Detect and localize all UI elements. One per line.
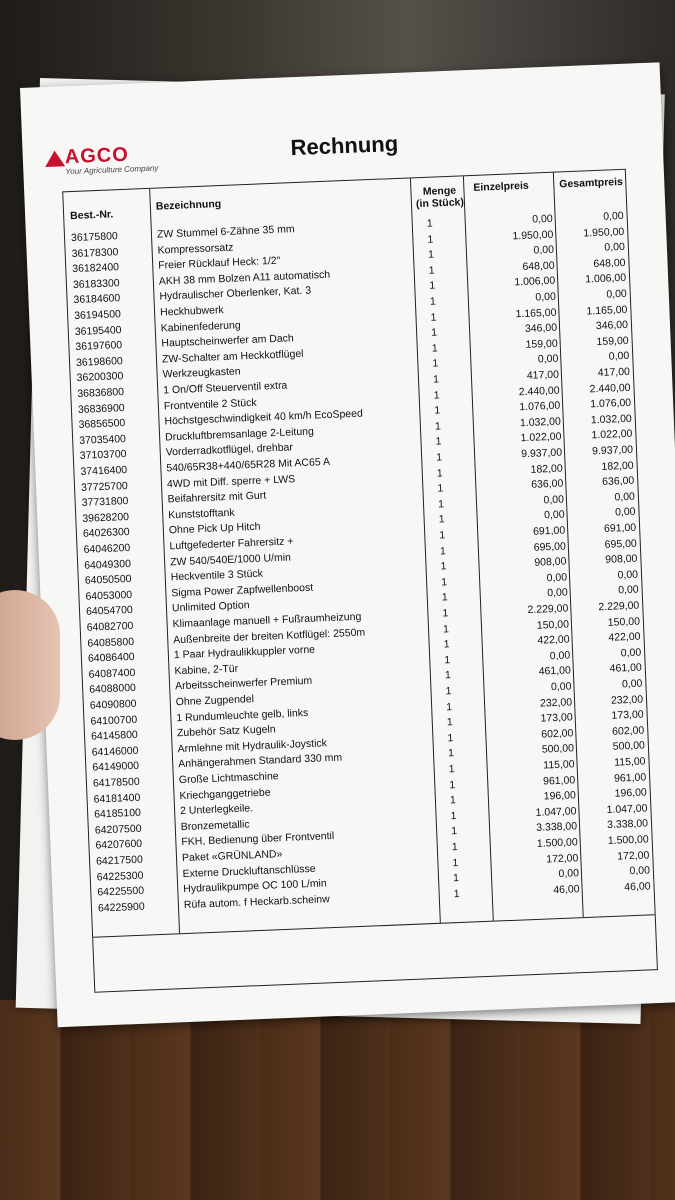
- unit-price: 172,00: [546, 851, 579, 866]
- item-description: Luftgefederter Fahrersitz +: [169, 535, 294, 553]
- item-number: 64050500: [84, 573, 132, 587]
- item-description: Höchstgeschwindigkeit 40 km/h EcoSpeed: [164, 407, 364, 428]
- item-number: 64086400: [87, 651, 135, 665]
- unit-price: 159,00: [525, 337, 558, 351]
- total-price: 417,00: [597, 365, 631, 380]
- item-number: 64090800: [89, 697, 137, 712]
- total-price: 346,00: [595, 318, 629, 333]
- total-price: 0,00: [614, 490, 636, 504]
- item-number: 64085800: [87, 635, 135, 650]
- item-quantity: 1: [432, 357, 439, 371]
- item-quantity: 1: [429, 279, 436, 293]
- invoice-sheet: [20, 62, 675, 1027]
- total-price: 172,00: [616, 848, 650, 863]
- item-number: 37035400: [78, 432, 127, 447]
- total-price: 1.076,00: [590, 396, 632, 411]
- item-description: Rüfa autom. f Heckarb.scheinw: [183, 893, 330, 911]
- item-quantity: 1: [453, 887, 460, 901]
- item-number: 64149000: [92, 760, 140, 775]
- item-description: Große Lichtmaschine: [178, 770, 279, 787]
- item-quantity: 1: [440, 560, 447, 573]
- total-price: 1.950,00: [583, 225, 625, 240]
- item-description: Sigma Power Zapfwellenboost: [171, 581, 314, 600]
- background-floor: [0, 1000, 675, 1200]
- item-quantity: 1: [452, 856, 459, 869]
- item-description: Heckhubwerk: [159, 304, 224, 319]
- item-number: 37416400: [80, 464, 128, 478]
- item-quantity: 1: [450, 809, 457, 823]
- total-price: 636,00: [601, 474, 635, 489]
- item-description: 1 On/Off Steuerventil extra: [163, 379, 288, 397]
- item-description: Hydraulischer Oberlenker, Kat. 3: [159, 284, 312, 303]
- item-number: 37103700: [79, 448, 127, 463]
- item-quantity: 1: [446, 716, 453, 729]
- item-number: 64049300: [83, 557, 132, 572]
- unit-price: 2.440,00: [518, 384, 560, 398]
- item-number: 64217500: [95, 853, 144, 868]
- unit-price: 417,00: [526, 368, 560, 382]
- item-quantity: 1: [438, 513, 445, 526]
- unit-price: 908,00: [534, 555, 567, 569]
- item-quantity: 1: [444, 653, 451, 667]
- item-quantity: 1: [426, 217, 433, 230]
- item-number: 64053000: [85, 588, 133, 603]
- item-description: Unlimited Option: [171, 599, 250, 615]
- item-quantity: 1: [439, 544, 447, 558]
- item-quantity: 1: [434, 420, 442, 433]
- item-description: Ohne Zugpendel: [175, 693, 255, 709]
- item-number: 36197600: [75, 339, 123, 354]
- item-number: 36200300: [76, 370, 124, 385]
- item-description: Kriechganggetriebe: [179, 786, 271, 802]
- unit-price: 0,00: [533, 243, 555, 257]
- item-quantity: 1: [436, 451, 443, 464]
- unit-price: 422,00: [537, 633, 570, 647]
- total-price: 691,00: [603, 521, 637, 535]
- item-quantity: 1: [441, 591, 448, 604]
- unit-price: 0,00: [537, 353, 559, 366]
- item-quantity: 1: [448, 763, 455, 776]
- unit-price: 0,00: [547, 586, 568, 600]
- total-price: 695,00: [604, 537, 638, 551]
- unit-price: 636,00: [530, 477, 564, 491]
- item-description: 540/65R38+440/65R28 Mit AC65 A: [166, 455, 331, 475]
- total-price: 0,00: [621, 677, 643, 691]
- unit-price: 500,00: [541, 742, 575, 756]
- unit-price: 150,00: [536, 617, 570, 632]
- item-number: 64145800: [90, 728, 139, 743]
- unit-price: 961,00: [542, 773, 576, 788]
- total-price: 0,00: [629, 864, 651, 878]
- item-quantity: 1: [443, 638, 450, 651]
- header-nr: Best.-Nr.: [69, 208, 114, 223]
- unit-price: 182,00: [530, 462, 563, 476]
- item-quantity: 1: [452, 872, 460, 885]
- item-description: Hauptscheinwerfer am Dach: [161, 332, 294, 350]
- item-number: 36195400: [74, 323, 122, 338]
- unit-price: 1.165,00: [515, 306, 557, 320]
- invoice-table: [62, 169, 658, 993]
- item-description: AKH 38 mm Bolzen A11 automatisch: [158, 268, 331, 288]
- unit-price: 695,00: [533, 540, 567, 554]
- agco-logo-mark-icon: [45, 150, 66, 167]
- item-description: Kunststofftank: [168, 506, 235, 522]
- total-price: 46,00: [624, 880, 651, 894]
- item-description: Paket «GRÜNLAND»: [181, 848, 283, 865]
- item-description: 2 Unterlegkeile.: [179, 802, 254, 818]
- item-quantity: 1: [446, 700, 453, 713]
- unit-price: 1.006,00: [514, 275, 556, 289]
- item-quantity: 1: [427, 233, 434, 246]
- header-einzelpreis: Einzelpreis: [473, 179, 530, 194]
- item-number: 64146000: [91, 744, 139, 759]
- unit-price: 3.338,00: [536, 820, 578, 835]
- total-price: 1.022,00: [591, 428, 633, 442]
- unit-price: 2.229,00: [527, 602, 569, 617]
- item-description: Druckluftbremsanlage 2-Leitung: [164, 425, 315, 444]
- item-quantity: 1: [428, 264, 435, 277]
- item-description: ZW-Schalter am Heckkotflügel: [161, 347, 304, 366]
- header-bezeichnung: Bezeichnung: [155, 198, 222, 213]
- unit-price: 691,00: [532, 524, 566, 538]
- item-number: 64225500: [97, 884, 145, 899]
- item-number: 36183300: [72, 276, 120, 291]
- item-quantity: 1: [447, 731, 454, 745]
- unit-price: 1.032,00: [519, 415, 562, 429]
- item-quantity: 1: [433, 389, 440, 402]
- total-price: 648,00: [593, 256, 626, 270]
- total-price: 173,00: [611, 708, 644, 722]
- unit-price: 0,00: [543, 508, 565, 522]
- item-description: Außenbreite der breiten Kotflügel: 2550m: [173, 626, 366, 646]
- total-price: 182,00: [601, 459, 634, 473]
- item-number: 64100700: [90, 713, 138, 728]
- item-description: ZW 540/540E/1000 U/min: [169, 551, 292, 568]
- total-price: 0,00: [608, 350, 630, 363]
- total-price: 0,00: [617, 568, 639, 582]
- item-quantity: 1: [442, 622, 450, 636]
- item-quantity: 1: [444, 669, 452, 682]
- total-price: 0,00: [614, 506, 636, 519]
- item-description: Kabine, 2-Tür: [174, 662, 239, 678]
- item-number: 36184600: [73, 292, 121, 307]
- item-quantity: 1: [435, 435, 442, 448]
- unit-price: 196,00: [543, 789, 577, 803]
- item-number: 64207600: [95, 838, 143, 852]
- item-quantity: 1: [430, 311, 437, 324]
- item-number: 64225300: [96, 869, 144, 884]
- unit-price: 0,00: [550, 680, 572, 694]
- unit-price: 0,00: [558, 867, 580, 881]
- item-quantity: 1: [430, 326, 438, 339]
- total-price: 1.032,00: [590, 412, 632, 427]
- item-number: 64026300: [82, 526, 130, 541]
- total-price: 461,00: [609, 661, 643, 676]
- total-price: 602,00: [611, 724, 645, 738]
- total-price: 0,00: [606, 287, 627, 301]
- item-description: Frontventile 2 Stück: [163, 396, 257, 413]
- total-price: 232,00: [610, 693, 644, 707]
- item-description: Werkzeugkasten: [162, 365, 241, 381]
- item-number: 36836900: [77, 401, 125, 416]
- total-price: 9.937,00: [591, 443, 634, 458]
- unit-price: 46,00: [553, 882, 580, 897]
- item-description: 4WD mit Diff. sperre + LWS: [166, 472, 296, 491]
- table-bottom-rule: [93, 914, 655, 938]
- total-price: 3.338,00: [606, 817, 649, 832]
- item-description: Kabinenfederung: [160, 318, 241, 335]
- item-quantity: 1: [427, 248, 435, 261]
- item-description: Kompressorsatz: [157, 241, 234, 257]
- item-quantity: 1: [449, 794, 457, 807]
- item-description: Klimaanlage manuell + Fußraumheizung: [172, 610, 362, 631]
- item-number: 36198600: [75, 354, 123, 369]
- item-quantity: 1: [432, 373, 440, 386]
- unit-price: 1.022,00: [520, 430, 562, 445]
- item-number: 64185100: [93, 806, 142, 821]
- total-price: 422,00: [608, 630, 641, 645]
- total-price: 1.006,00: [585, 272, 627, 286]
- total-price: 1.500,00: [607, 833, 649, 848]
- total-price: 0,00: [602, 209, 624, 223]
- item-number: 64087400: [88, 666, 136, 681]
- item-description: 1 Rundumleuchte gelb, links: [176, 706, 309, 724]
- item-quantity: 1: [434, 404, 441, 417]
- item-number: 64181400: [93, 791, 141, 806]
- item-description: ZW Stummel 6-Zähne 35 mm: [156, 223, 295, 241]
- total-price: 1.165,00: [586, 303, 628, 318]
- item-number: 36178300: [71, 245, 119, 260]
- item-quantity: 1: [451, 825, 458, 838]
- item-number: 37725700: [80, 479, 129, 494]
- unit-price: 461,00: [538, 664, 572, 679]
- item-quantity: 1: [429, 295, 437, 308]
- unit-price: 1.500,00: [536, 836, 578, 850]
- item-quantity: 1: [431, 342, 438, 355]
- item-description: Anhängerahmen Standard 330 mm: [178, 752, 343, 771]
- item-description: Armlehne mit Hydraulik-Joystick: [177, 737, 328, 755]
- unit-price: 232,00: [539, 695, 573, 710]
- total-price: 2.229,00: [598, 599, 640, 614]
- item-description: Arbeitsscheinwerfer Premium: [174, 675, 313, 693]
- unit-price: 115,00: [543, 758, 575, 772]
- item-number: 64178500: [92, 775, 140, 790]
- brand-name: AGCO: [64, 143, 130, 169]
- document-title: Rechnung: [290, 130, 399, 161]
- unit-price: 1.047,00: [535, 805, 577, 819]
- total-price: 1.047,00: [606, 802, 648, 816]
- unit-price: 346,00: [524, 321, 558, 336]
- item-description: Hydraulikpumpe OC 100 L/min: [183, 877, 327, 896]
- item-description: FKH, Bedienung über Frontventil: [181, 830, 335, 849]
- item-description: Bronzemetallic: [180, 818, 250, 833]
- item-description: Externe Druckluftanschlüsse: [182, 862, 316, 880]
- item-quantity: 1: [437, 482, 444, 495]
- item-number: 64082700: [86, 619, 134, 634]
- item-quantity: 1: [445, 685, 452, 698]
- item-description: 1 Paar Hydraulikkuppler vorne: [173, 643, 316, 662]
- unit-price: 9.937,00: [520, 446, 563, 461]
- item-description: Beifahrersitz mit Gurt: [167, 489, 267, 506]
- item-number: 37731800: [81, 495, 129, 510]
- item-number: 36194500: [73, 308, 122, 323]
- total-price: 115,00: [613, 755, 646, 769]
- item-number: 64207500: [94, 822, 142, 837]
- item-quantity: 1: [451, 841, 458, 854]
- holding-hand: [0, 590, 60, 740]
- brand-tagline: Your Agriculture Company: [65, 163, 159, 177]
- item-number: 64046200: [83, 541, 131, 556]
- header-gesamtpreis: Gesamtpreis: [559, 175, 624, 191]
- header-menge: Menge (in Stück): [415, 184, 465, 211]
- item-description: Zubehör Satz Kugeln: [176, 723, 276, 740]
- total-price: 0,00: [617, 583, 639, 597]
- unit-price: 648,00: [522, 259, 555, 273]
- unit-price: 0,00: [543, 493, 565, 507]
- item-number: 39628200: [82, 510, 130, 525]
- item-quantity: 1: [441, 576, 448, 589]
- total-price: 150,00: [607, 615, 641, 629]
- unit-price: 0,00: [549, 649, 571, 662]
- item-number: 64225900: [97, 900, 145, 915]
- item-number: 64088000: [88, 682, 137, 697]
- item-quantity: 1: [436, 466, 443, 480]
- item-description: Freier Rücklauf Heck: 1/2": [158, 254, 281, 272]
- unit-price: 0,00: [535, 290, 557, 304]
- item-number: 36175800: [70, 230, 118, 245]
- total-price: 196,00: [614, 786, 648, 800]
- item-quantity: 1: [439, 529, 446, 542]
- unit-price: 602,00: [540, 727, 574, 741]
- item-description: Vorderradkotflügel, drehbar: [165, 441, 294, 459]
- total-price: 961,00: [613, 771, 647, 785]
- item-description: Heckventile 3 Stück: [170, 567, 264, 584]
- total-price: 0,00: [604, 241, 626, 254]
- item-number: 36856500: [78, 417, 126, 432]
- item-quantity: 1: [442, 607, 449, 620]
- total-price: 159,00: [596, 334, 629, 348]
- total-price: 2.440,00: [589, 381, 631, 395]
- unit-price: 1.076,00: [519, 399, 561, 414]
- item-description: Ohne Pick Up Hitch: [168, 521, 261, 537]
- item-number: 36836800: [77, 386, 125, 400]
- total-price: 500,00: [612, 739, 646, 754]
- unit-price: 0,00: [532, 212, 553, 226]
- item-quantity: 1: [449, 778, 456, 791]
- unit-price: 0,00: [546, 571, 568, 585]
- total-price: 0,00: [620, 646, 642, 660]
- total-price: 908,00: [605, 552, 638, 567]
- item-quantity: 1: [447, 747, 455, 760]
- item-quantity: 1: [437, 498, 445, 511]
- agco-logo: [64, 143, 158, 177]
- item-number: 36182400: [72, 261, 120, 276]
- unit-price: 1.950,00: [512, 228, 554, 242]
- item-number: 64054700: [85, 604, 134, 619]
- unit-price: 173,00: [540, 711, 573, 725]
